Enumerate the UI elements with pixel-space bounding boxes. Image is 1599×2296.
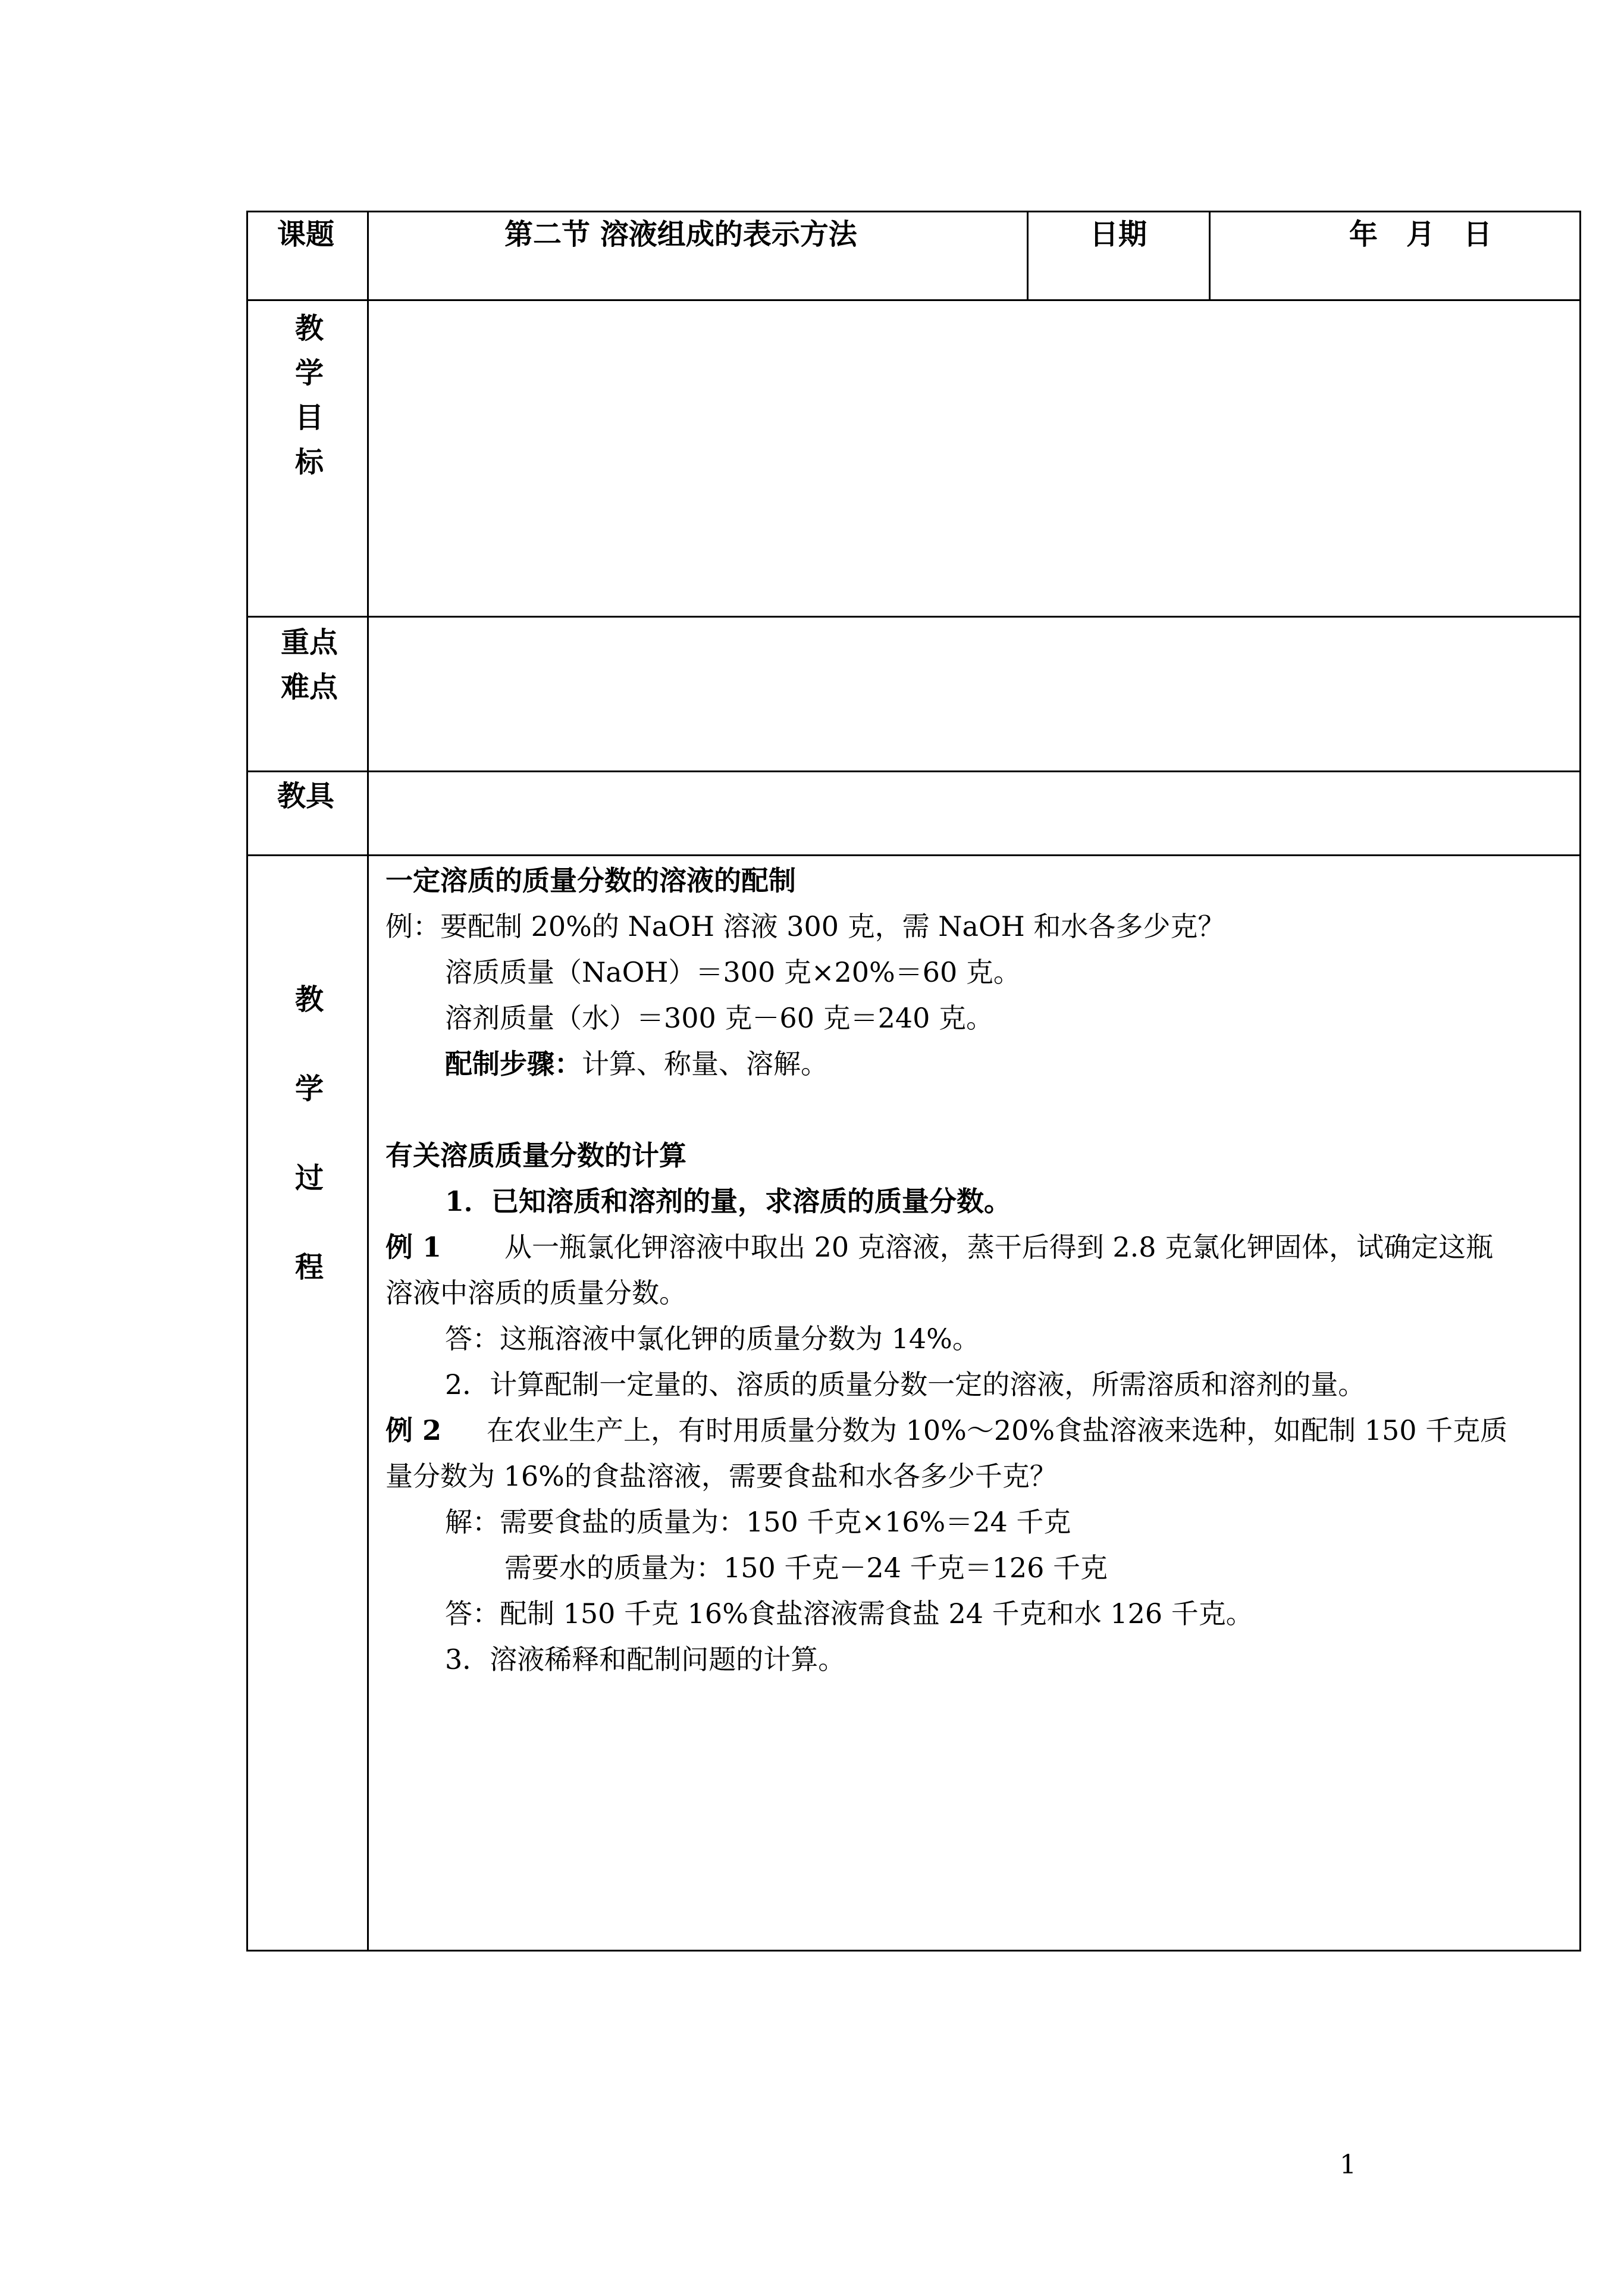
example-2-line-1: 在农业生产上，有时用质量分数为 10%～20%食盐溶液来选种，如配制 150 千克质 [487, 1414, 1508, 1446]
solution-line-2: 需要水的质量为：150 千克－24 千克＝126 千克 [504, 1552, 1108, 1584]
process-char-2: 学 [294, 1072, 324, 1105]
row-divider-tools [246, 854, 1581, 856]
date-label: 日期 [1090, 218, 1147, 251]
row-divider-header [246, 299, 1581, 301]
date-value: 年 月 日 [1349, 218, 1493, 251]
process-char-1: 教 [294, 983, 324, 1016]
solute-mass-line: 溶质质量（NaOH）＝300 克×20%＝60 克。 [445, 956, 1021, 988]
process-char-4: 程 [294, 1251, 324, 1284]
item-2: 2．计算配制一定量的、溶质的质量分数一定的溶液，所需溶质和溶剂的量。 [445, 1368, 1366, 1401]
item-1: 1．已知溶质和溶剂的量，求溶质的质量分数。 [445, 1185, 1012, 1217]
solvent-mass-line: 溶剂质量（水）＝300 克－60 克＝240 克。 [445, 1002, 993, 1034]
solution-line-1: 解：需要食盐的质量为：150 千克×16%＝24 千克 [445, 1506, 1071, 1538]
objectives-char-3: 目 [294, 401, 324, 434]
objectives-char-1: 教 [294, 312, 324, 345]
objectives-label [280, 306, 339, 485]
date-label-divider-left [1027, 211, 1029, 301]
course-title: 第二节 溶液组成的表示方法 [504, 218, 857, 251]
table-border-bottom [246, 1950, 1581, 1952]
item-3: 3．溶液稀释和配制问题的计算。 [445, 1643, 846, 1675]
objectives-char-4: 标 [294, 446, 324, 479]
row-divider-objectives [246, 616, 1581, 618]
tools-label: 教具 [277, 779, 335, 813]
objectives-char-2: 学 [294, 356, 324, 390]
steps-text: 计算、称量、溶解。 [582, 1048, 828, 1080]
table-border-left [246, 211, 248, 1952]
section-heading-calculation: 有关溶质质量分数的计算 [385, 1139, 686, 1172]
section-heading-preparation: 一定溶质的质量分数的溶液的配制 [385, 864, 796, 897]
example-1-line-1: 从一瓶氯化钾溶液中取出 20 克溶液，蒸干后得到 2.8 克氯化钾固体，试确定这瓶 [504, 1231, 1494, 1263]
date-label-divider-right [1209, 211, 1211, 301]
example-2-label: 例 2 [385, 1414, 442, 1446]
course-label: 课题 [277, 218, 335, 251]
steps-line [445, 1046, 828, 1082]
process-char-3: 过 [294, 1161, 324, 1195]
keypoints-line-1: 重点 [280, 626, 338, 659]
table-border-right [1579, 211, 1581, 1952]
example-1-label: 例 1 [385, 1231, 442, 1263]
label-column-divider [367, 211, 369, 1952]
keypoints-line-2: 难点 [280, 671, 338, 704]
example-2-line-2: 量分数为 16%的食盐溶液，需要食盐和水各多少千克？ [385, 1460, 1057, 1492]
example-2-answer: 答：配制 150 千克 16%食盐溶液需食盐 24 千克和水 126 千克。 [445, 1598, 1253, 1630]
steps-label: 配制步骤： [445, 1048, 582, 1080]
example-1-answer: 答：这瓶溶液中氯化钾的质量分数为 14%。 [445, 1323, 980, 1355]
page-number: 1 [1340, 2150, 1356, 2180]
keypoints-label [268, 621, 351, 710]
process-label [280, 955, 339, 1312]
example-line: 例：要配制 20%的 NaOH 溶液 300 克，需 NaOH 和水各多少克？ [385, 910, 1225, 942]
example-1-line-2: 溶液中溶质的质量分数。 [385, 1277, 686, 1309]
row-divider-keypoints [246, 770, 1581, 772]
table-border-top [246, 211, 1581, 212]
